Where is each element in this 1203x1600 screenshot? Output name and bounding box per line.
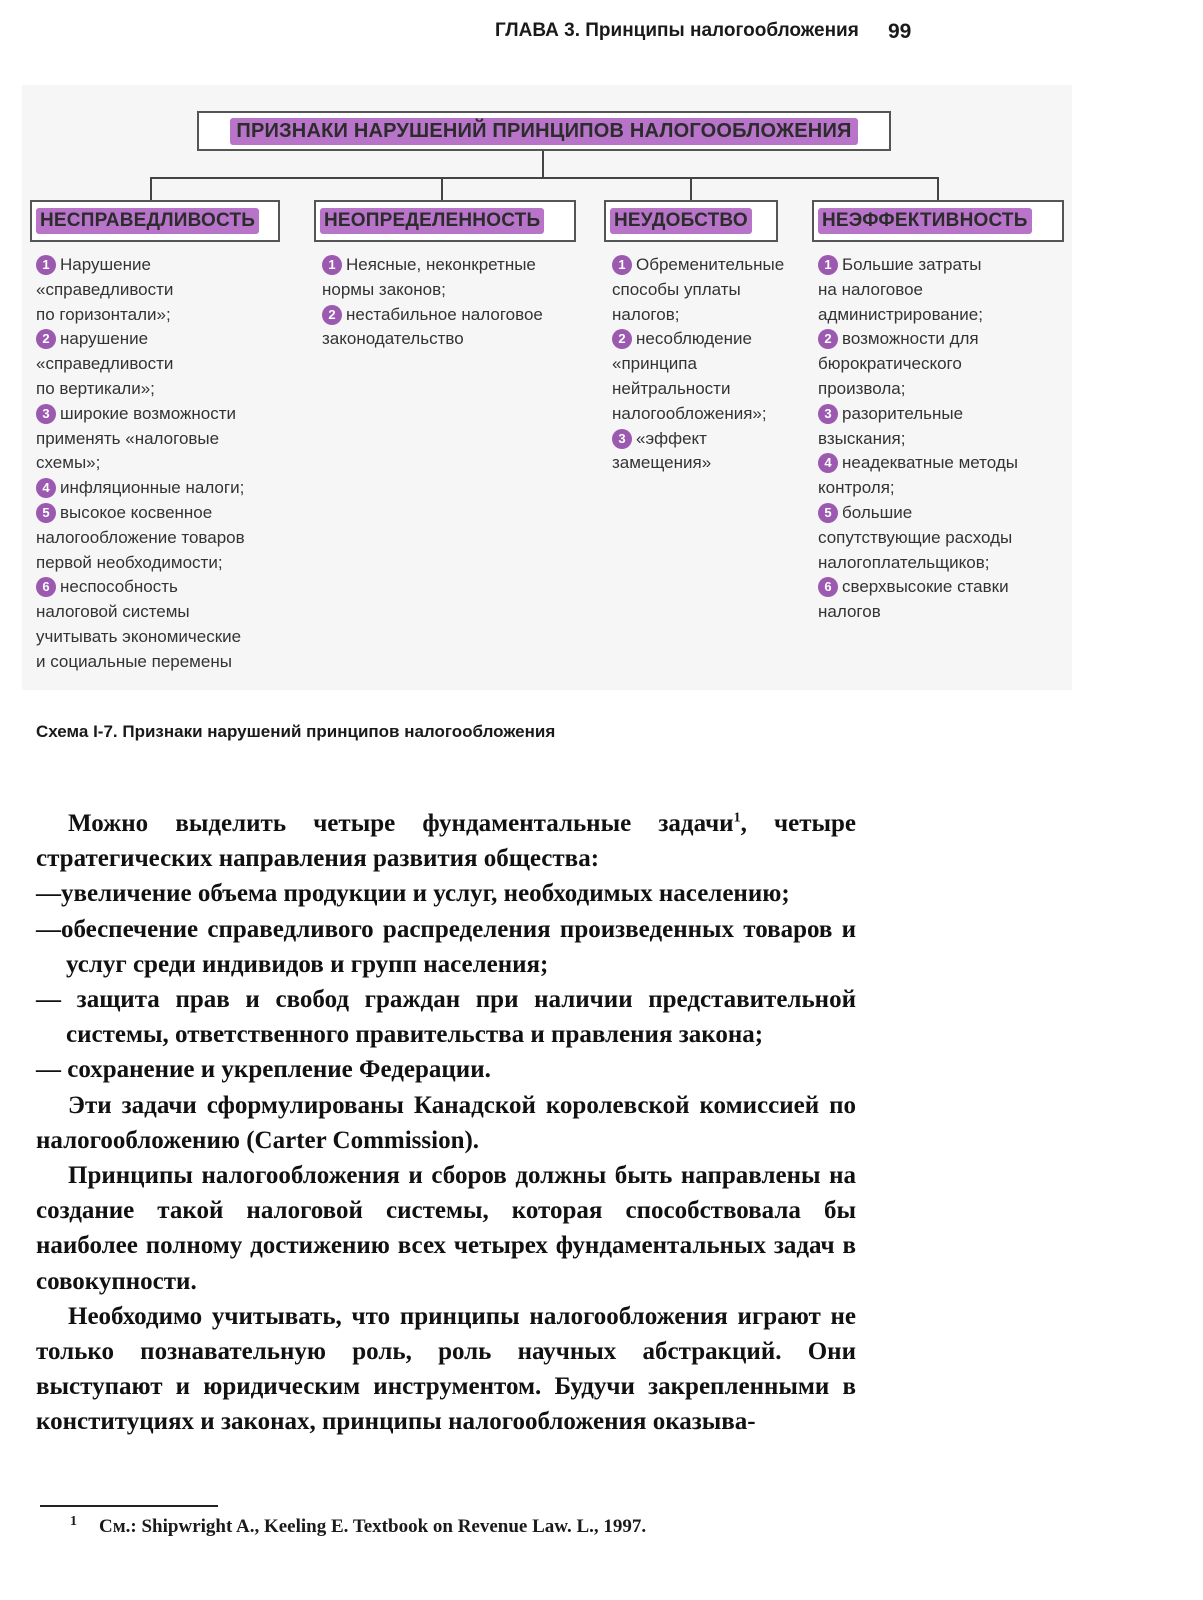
footnote-ref: 1: [733, 810, 741, 826]
item-number-badge: 1: [818, 255, 838, 275]
item-number-badge: 6: [36, 577, 56, 597]
item-number-badge: 2: [612, 329, 632, 349]
connector-root-stem: [542, 151, 544, 178]
category-item-line: 2 несоблюдение: [612, 327, 812, 352]
category-item-line: 2 возможности для: [818, 327, 1068, 352]
paragraph-1: [36, 806, 856, 876]
connector-horizontal: [150, 177, 938, 179]
category-items-uncertainty: [322, 253, 592, 352]
paragraph-1-text-a: Можно выделить четыре фундаментальные задачи: [68, 810, 734, 837]
category-item-line: 3 «эффект: [612, 427, 812, 452]
page-number: 99: [888, 20, 912, 43]
category-box-inconvenience: [604, 200, 778, 242]
item-number-badge: 5: [36, 503, 56, 523]
category-item-line: налогов;: [612, 304, 680, 324]
category-item-line: нейтральности: [612, 378, 731, 398]
category-items-inconvenience: [612, 253, 812, 476]
item-number-badge: 3: [612, 429, 632, 449]
category-item-line: бюрократического: [818, 354, 962, 374]
category-item-line: 5 большие: [818, 501, 1068, 526]
category-title: НЕСПРАВЕДЛИВОСТЬ: [36, 208, 259, 234]
category-item-line: 3 широкие возможности: [36, 402, 306, 427]
category-item-line: 3 разорительные: [818, 402, 1068, 427]
footnote: [70, 1513, 647, 1538]
category-item-line: «справедливости: [36, 279, 174, 299]
footnote-mark: 1: [70, 1513, 77, 1529]
connector-branch-2: [441, 177, 443, 200]
item-number-badge: 3: [818, 404, 838, 424]
category-items-inefficiency: [818, 253, 1068, 625]
category-title: НЕОПРЕДЕЛЕННОСТЬ: [320, 208, 544, 234]
category-item-line: законодательство: [322, 329, 464, 349]
footnote-text: См.: Shipwright A., Keeling E. Textbook on Revenue Law. L., 1997.: [99, 1516, 647, 1537]
item-number-badge: 1: [36, 255, 56, 275]
category-item-line: произвола;: [818, 378, 906, 398]
category-item-line: 1 Неясные, неконкретные: [322, 253, 592, 278]
body-text: [36, 806, 856, 1440]
paragraph-2: Эти задачи сформулированы Канадской королевской комиссией по налогообложению (Carter Commission).: [36, 1091, 856, 1154]
category-item-line: контроля;: [818, 478, 895, 498]
category-item-line: налогоплательщиков;: [818, 552, 990, 572]
category-item-line: 1 Обременительные: [612, 253, 812, 278]
category-item-line: нормы законов;: [322, 279, 446, 299]
diagram-root-box: [197, 111, 891, 151]
dash-item-4: — сохранение и укрепление Федерации.: [36, 1056, 491, 1084]
diagram-root-label: ПРИЗНАКИ НАРУШЕНИЙ ПРИНЦИПОВ НАЛОГООБЛОЖЕНИЯ: [230, 118, 857, 145]
footnote-rule: [40, 1505, 218, 1507]
category-item-line: замещения»: [612, 453, 712, 473]
item-number-badge: 4: [36, 478, 56, 498]
item-number-badge: 6: [818, 577, 838, 597]
category-item-line: сопутствующие расходы: [818, 527, 1013, 547]
category-item-line: 2 нарушение: [36, 327, 306, 352]
paragraph-3: Принципы налогообложения и сборов должны быть направлены на создание такой налоговой системы, которая способствовала бы наиболее полному достижению всех четырех фундаментальных задач в совокупности.: [36, 1162, 856, 1295]
category-item-line: 1 Большие затраты: [818, 253, 1068, 278]
item-number-badge: 2: [818, 329, 838, 349]
category-item-line: и социальные перемены: [36, 651, 232, 671]
category-item-line: 1 Нарушение: [36, 253, 306, 278]
category-item-line: на налоговое: [818, 279, 924, 299]
paragraph-1-text-b: , четыре стратегических направления развития общества:: [36, 810, 856, 873]
category-item-line: учитывать экономические: [36, 626, 242, 646]
figure-caption: Схема I-7. Признаки нарушений принципов налогообложения: [36, 722, 556, 741]
category-item-line: администрирование;: [818, 304, 983, 324]
category-item-line: налоговой системы: [36, 602, 190, 622]
item-number-badge: 2: [36, 329, 56, 349]
connector-branch-4: [937, 177, 939, 200]
dash-item-1: —увеличение объема продукции и услуг, необходимых населению;: [36, 880, 790, 908]
category-title: НЕУДОБСТВО: [610, 208, 752, 234]
item-number-badge: 2: [322, 305, 342, 325]
category-item-line: по вертикали»;: [36, 378, 155, 398]
category-box-injustice: [30, 200, 280, 242]
running-title: ГЛАВА 3. Принципы налогообложения: [495, 20, 859, 41]
paragraph-4: Необходимо учитывать, что принципы налогообложения играют не только познавательную роль, роль научных абстракций. Они выступают и юридическим инструментом. Будучи закрепленными в конституциях и законах, принципы налогообложения оказыва-: [36, 1302, 856, 1436]
category-item-line: 4 неадекватные методы: [818, 451, 1068, 476]
category-item-line: первой необходимости;: [36, 552, 223, 572]
category-item-line: 6 сверхвысокие ставки: [818, 575, 1068, 600]
category-item-line: взыскания;: [818, 428, 906, 448]
category-item-line: применять «налоговые: [36, 428, 220, 448]
category-item-line: налогов: [818, 602, 881, 622]
category-item-line: схемы»;: [36, 453, 101, 473]
item-number-badge: 1: [612, 255, 632, 275]
dash-item-2: —обеспечение справедливого распределения произведенных товаров и услуг среди индивидов и групп населения;: [36, 915, 856, 978]
category-items-injustice: [36, 253, 306, 675]
category-item-line: налогообложения»;: [612, 403, 767, 423]
category-item-line: способы уплаты: [612, 279, 741, 299]
item-number-badge: 5: [818, 503, 838, 523]
category-item-line: «принципа: [612, 354, 697, 374]
item-number-badge: 4: [818, 453, 838, 473]
item-number-badge: 1: [322, 255, 342, 275]
category-title: НЕЭФФЕКТИВНОСТЬ: [818, 208, 1032, 234]
category-item-line: налогообложение товаров: [36, 527, 245, 547]
item-number-badge: 3: [36, 404, 56, 424]
category-item-line: 5 высокое косвенное: [36, 501, 306, 526]
connector-branch-3: [690, 177, 692, 200]
category-item-line: 2 нестабильное налоговое: [322, 303, 592, 328]
category-item-line: 4 инфляционные налоги;: [36, 476, 306, 501]
dash-item-3: — защита прав и свобод граждан при наличии представительной системы, ответственного правительства и правления закона;: [36, 986, 856, 1049]
category-box-inefficiency: [812, 200, 1064, 242]
category-box-uncertainty: [314, 200, 576, 242]
category-item-line: по горизонтали»;: [36, 304, 171, 324]
connector-branch-1: [150, 177, 152, 200]
category-item-line: 6 неспособность: [36, 575, 306, 600]
category-item-line: «справедливости: [36, 354, 174, 374]
